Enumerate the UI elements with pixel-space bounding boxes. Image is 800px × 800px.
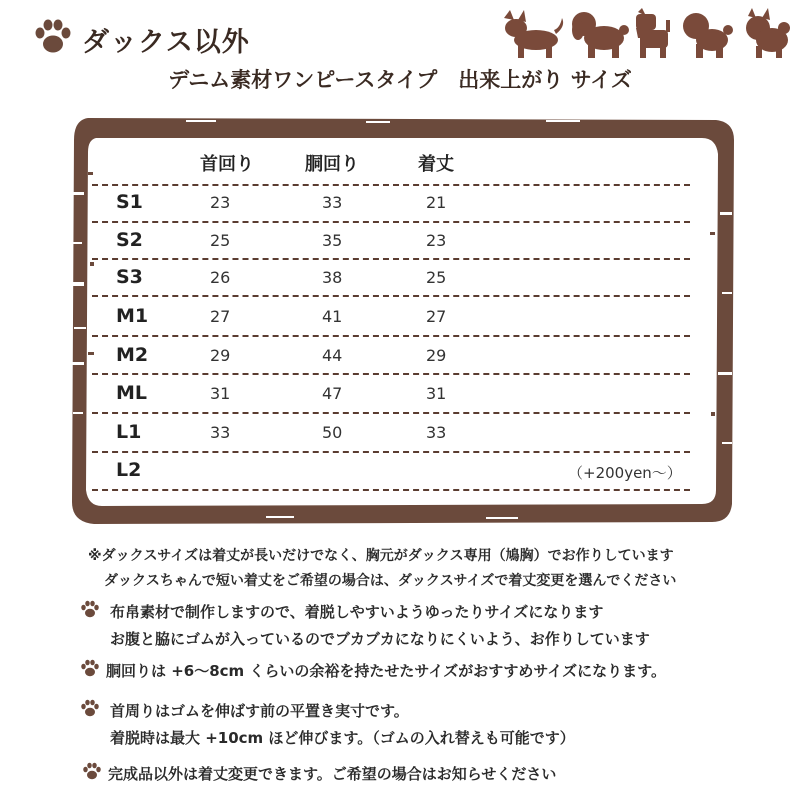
- page-title: ダックス以外: [82, 27, 250, 58]
- table-cell: 25: [210, 231, 231, 250]
- note-fabric-2: お腹と脇にゴムが入っているのでブカブカになりにくいよう、お作りしています: [110, 630, 650, 648]
- row-divider: [92, 258, 690, 260]
- size-label-l2: L2: [116, 459, 142, 481]
- table-cell: 38: [322, 268, 343, 287]
- table-cell: 47: [322, 384, 343, 403]
- row-divider: [92, 221, 690, 223]
- table-cell: 44: [322, 346, 343, 365]
- table-cell: 33: [322, 193, 343, 212]
- table-cell: 35: [322, 231, 343, 250]
- note-dachs-1: ※ダックスサイズは着丈が長いだけでなく、胸元がダックス専用（鳩胸）でお作りしています: [88, 548, 674, 564]
- paw-icon: [80, 659, 100, 678]
- table-cell: 31: [426, 384, 447, 403]
- table-cell: 23: [426, 231, 447, 250]
- dog-4-icon: [683, 13, 733, 58]
- paw-icon: [80, 699, 100, 718]
- l2-price-note: （+200yen〜）: [568, 464, 682, 482]
- table-cell: 29: [426, 346, 447, 365]
- subtitle: デニム素材ワンピースタイプ 出来上がり サイズ: [168, 68, 632, 92]
- size-label-m2: M2: [116, 344, 149, 366]
- table-cell: 29: [210, 346, 231, 365]
- col-header-length: 着丈: [418, 154, 454, 175]
- paw-icon: [33, 18, 73, 56]
- table-cell: 25: [426, 268, 447, 287]
- note-length: 完成品以外は着丈変更できます。ご希望の場合はお知らせください: [108, 765, 557, 783]
- row-divider: [92, 184, 690, 186]
- table-cell: 21: [426, 193, 447, 212]
- row-divider: [92, 451, 690, 453]
- row-divider: [92, 373, 690, 375]
- note-chest: 胴回りは +6〜8cm くらいの余裕を持たせたサイズがおすすめサイズになります。: [106, 662, 666, 680]
- table-cell: 27: [426, 307, 447, 326]
- dog-silhouettes: [500, 8, 790, 60]
- dog-3-icon: [636, 8, 670, 58]
- size-label-ml: ML: [116, 382, 148, 404]
- table-cell: 23: [210, 193, 231, 212]
- paw-icon: [82, 762, 102, 781]
- col-header-neck: 首回り: [200, 154, 254, 175]
- row-divider: [92, 489, 690, 491]
- note-fabric-1: 布帛素材で制作しますので、着脱しやすいようゆったりサイズになります: [110, 603, 604, 621]
- note-neck-1: 首周りはゴムを伸ばす前の平置き実寸です。: [110, 702, 409, 720]
- table-cell: 27: [210, 307, 231, 326]
- col-header-chest: 胴回り: [305, 154, 359, 175]
- table-cell: 33: [210, 423, 231, 442]
- row-divider: [92, 295, 690, 297]
- size-label-m1: M1: [116, 305, 149, 327]
- note-dachs-2: ダックスちゃんで短い着丈をご希望の場合は、ダックスサイズで着丈変更を選んでください: [104, 573, 677, 589]
- table-cell: 26: [210, 268, 231, 287]
- dog-1-icon: [504, 10, 563, 58]
- note-neck-2: 着脱時は最大 +10cm ほど伸びます。（ゴムの入れ替えも可能です）: [110, 729, 575, 747]
- paw-icon: [80, 600, 100, 619]
- size-label-s1: S1: [116, 191, 143, 213]
- row-divider: [92, 412, 690, 414]
- size-label-s2: S2: [116, 229, 143, 251]
- row-divider: [92, 335, 690, 337]
- table-cell: 31: [210, 384, 231, 403]
- dog-2-icon: [572, 12, 629, 58]
- size-label-s3: S3: [116, 266, 143, 288]
- size-label-l1: L1: [116, 421, 142, 443]
- table-cell: 41: [322, 307, 343, 326]
- dog-5-icon: [746, 8, 790, 58]
- table-cell: 50: [322, 423, 343, 442]
- table-cell: 33: [426, 423, 447, 442]
